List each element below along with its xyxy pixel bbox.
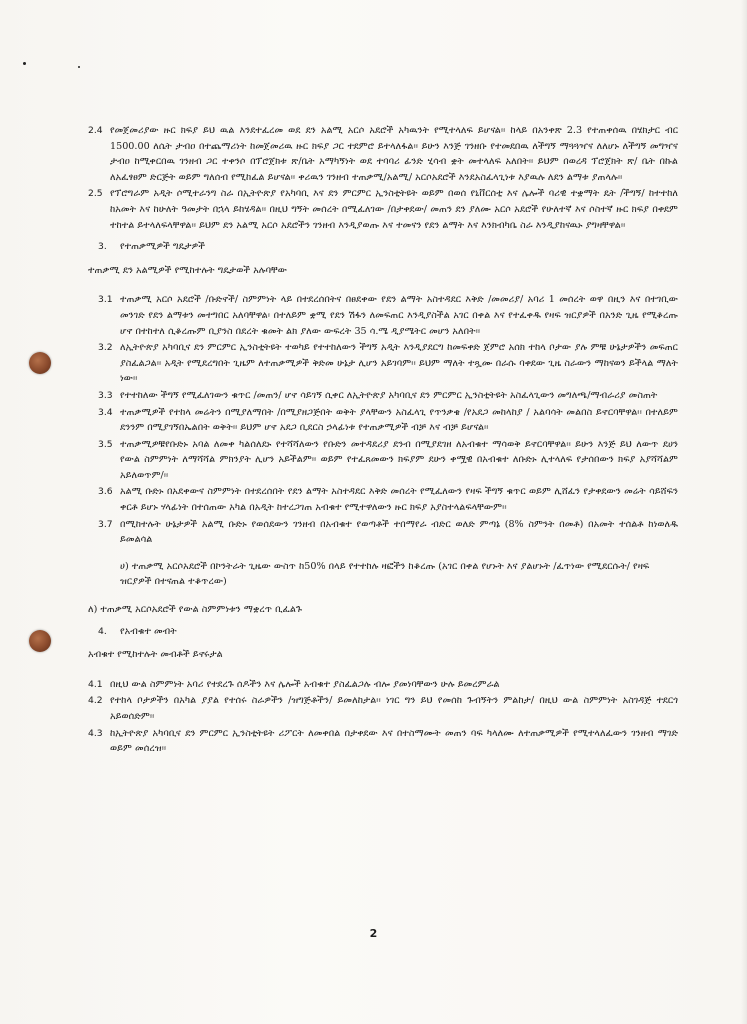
clause-number: 3.2 — [98, 342, 113, 354]
clause-3-1 — [88, 292, 678, 339]
clause-number: 2.4 — [88, 125, 103, 136]
section-number: 3. — [98, 241, 107, 253]
clause-4-1 — [88, 677, 678, 693]
clause-text: የፕሮግራም አዲት ሶሚተራንግ ስራ በኢትዮጵያ የአካባቢ እና ደን ምርምር ኢንስቲትዩት ወይም በወሰ የኒቨርሰቲ እና ሌሎች ባሪዊ ተቋማት ዴት /ችግኝ/ ከተተከለ ከአመት እና ከሁለት ዓመታት በኋላ ይከሄዳል፡፡ በዚህ ግኝት መሰረት በሚፈለገው /በታቀደው/ መጠን ደን ያለሙ አርሶ አደሮች የሁለተኛ እና ሶስተኛ ዙር ክፍያ በቀደም ተከተል ይተላለፍላቸዋል፡፡ ይህም ደን አልሚ አርሶ አደሮችን ገንዘብ እንዲያወጡ እና ተመናን የደን ልማት እና እንክብካቤ ስራ እንዲያከናዉኑ ያግዛቸዋል፡፡ — [110, 188, 678, 231]
clause-number: 3.3 — [98, 389, 113, 401]
section-4-intro: አብቁተ የሚከተሉት መብቶች ይኖሩታል — [88, 649, 223, 661]
clause-number: 2.5 — [88, 188, 103, 200]
clause-4-2 — [88, 693, 678, 724]
page-edge-shadow — [741, 0, 747, 1024]
clause-3-5 — [88, 437, 678, 484]
clause-text: የተተከለው ችግኝ የሚፈለገውን ቁጥር /መጠን/ ሆኖ ሳይገኝ ሲቀር ለኢትዮጵያ አካባቢና ደን ምርምር ኢንስቲትዩት አስፈላጊውን መግለጫ/ማብራሪያ መስጠት — [120, 389, 658, 401]
clause-number: 3.5 — [98, 438, 113, 450]
clause-number: 3.4 — [98, 406, 113, 418]
clause-number: 4.2 — [88, 695, 103, 707]
clause-3-7-sub-b: ለ) ተጠቃሚ አርሶአደሮች የውል ስምምነቱን ማቋረጥ ቢፈልጉ — [88, 604, 302, 616]
clause-number: 3.7 — [98, 518, 113, 530]
clause-3-7 — [88, 517, 678, 548]
clause-text: በሚከተሉት ሁኔታዎች አልሚ ቡድኑ የወሰደውን ገንዘብ በአብቁተ የወጣቶች ተበማየራ ብድር ወለድ ምጣኔ (8% ስምንት በመቶ) በአመት ተሰልቶ ከነወለዱ ይመልሳል — [120, 518, 678, 546]
section-3-heading — [88, 239, 678, 255]
punch-hole-bottom — [29, 630, 51, 652]
clause-3-4 — [88, 405, 678, 436]
clause-text: የመጀመሪያው ዙር ክፍያ ይህ ዉል እንደተፈረመ ወደ ደን አልሚ አርሶ አደሮች አካዉንት የሚተላለፍ ይሆናል፡፡ ከላይ በአንቀጽ 2.3 የተጠቀሰዉ በሄክታር ብር 1500.00 ለሴት ታብዐ በተጨማሪነት ከመጀመሪዉ ዙር ክፍያ ጋር ተደምሮ ይተላለፋል፡፡ ይሁን እንጅ ገንዘቡ የተመደበዉ ለችግኝ ማጓጓዣና ለለሆኑ ለችግኝ መግዣና ታብዐ ከሚቀርበዉ ገንዘብ ጋር ተቀንሶ በፕሮጀክቱ ጽ/ቤት አማካኝነት ወደ ተባባሪ ፊንድ ሂሳብ ቋት መተላለፍ አለበት፡፡ ይህም በወረዳ ፕሮጀክት ጽ/ ቤት በኩል ለአፈፃፀም ድርጅት ወይም ግለሰብ የሚከፈል ይሆናል፡፡ ቀሪዉን ገንዘብ ተጠቃሚ/አልሚ/ አርሶአደሮች እንደአስፈላጊነቱ እያዉሉ ለደን ልማቱ ያጠላሉ፡፡ — [110, 125, 679, 183]
clause-3-2 — [88, 340, 678, 387]
clause-2-5 — [88, 186, 678, 233]
punch-hole-top — [29, 352, 51, 374]
scan-speck — [78, 66, 80, 68]
clause-text: ተጠቃሚዎች የተከላ መሬትን በሚያለማበት /በሚያዘጋጅበት ወቅት ያላቸውን አስፈላጊ የጥንቃቄ /የአደጋ መከላከያ / አልባሳት መልበስ ይኖርባቸዋል፡፡ በተለይም ደንንም በሚያገኝበኤልበት ወቅት፡፡ ይህም ሆኖ አደጋ ቢደርስ ኃላፊነቱ የተጠቃሚዎች ብቻ እና ብቻ ይሆናል፡፡ — [120, 406, 678, 434]
clause-text: ለኢትዮጵያ አካባቢና ደን ምርምር ኢንስቲትዩት ተወካይ የተተከለውን ችግኝ አዲት እንዲያደርግ ከመፍቀድ ጀምሮ አሰክ ተከላ ቦታው ያሉ ምቹ ሁኔታዎችን መፍጠር ያስፈልጋል፡፡ አዲት የሚደረግበት ጊዜም ለተጠቃሚዎች ቅድመ ሁኔታ ሊሆን አይገባም፡፡ ይህም ማለት ተጿሙ በራሱ ባቀደው ጊዜ ስራውን ማከናወን ይችላል ማለት ነው፡፡ — [120, 342, 678, 385]
clause-text: ከኢትዮጵያ አካባቢና ደን ምርምር ኢንስቲትዩት ሪፖርት ለመቀበል በታቀደው እና በተስማሙት መጠን ባፍ ካላለሙ ለተጠቃሚዎች የሚተላለፈውን ገንዘብ ማገድ ወይም መሰረዝ፡፡ — [110, 727, 678, 755]
clause-number: 4.1 — [88, 678, 103, 690]
clause-text: የተከላ ቦታዎችን በአካል ያያል የተሰሩ ስራዎችን /ዝግጅቶችን/ ይመለከታል፡፡ ነገር ግን ይህ የመሰከ ጉብኝትን ምልከታ/ በዚህ ውል ስምምነት አስገዳጅ ተደርጎ አይወሰድም፡፡ — [110, 695, 678, 722]
clause-3-6 — [88, 484, 678, 515]
section-3-intro: ተጠቃሚ ደን አልሚዎች የሚከተሉት ግዴታወች አሉባቸው — [88, 264, 287, 276]
clause-text: በዚህ ውል ስምምነት አባሪ የተደረጉ ሰዶችን እና ሌሎች አብቁተ ያስፈልጋሉ ብሎ ያመነባቸውን ሁሉ ይመረምራል — [110, 678, 500, 690]
clause-text: ተጠቃሚዎቹየቡድኑ አባል ለመቀ ካልሰለደኑ የተሻሻለውን የቡድን መተዳደሪያ ደንብ በሚያደገዘ ለአብቁተ ማሳወቅ ይኖርባቸዋል፡፡ ይሁን እንጅ ይህ ለውጥ ደሀን የውል ስምምነት ለማሻሻል ምክንያት ሊሆን አይችልም፡፡ ወይም የተፈጸመውን ክፍያም ደሁን ቀሟዊ በአብቁተ ለቡድኑ ሊተላለፍ የታሰበውን ክፍያ አያሻሻልም አይለወጥም/፡፡ — [120, 438, 678, 481]
clause-text: ተጠቃሚ አርሶ አደሮች /ቡድኖች/ ስምምነት ላይ በተደረሰበትና በፀደቀው የደን ልማት አስተዳደር እቅድ /መመሪያ/ አባሪ 1 መሰረት ወዋ በዚን እና በተገቢው መንገድ የደን ልማቱን መተግበር አለባቸዋል፡ በተለይም ቋሚ የደን ሽፋን ለመፍጠር እንዲያስችል አገር በቀል እና የተፈቀዱ የዛፍ ዝርያዎች በአንድ ጊዜ የሚቆረጡ ሆኖ በተከተለ ሲቆረጡም ቢያንስ በደረት ቁመት ልክ ያለው ውፍረት 35 ሳ.ሜ ዲያሜትር መሆን አለበት፡፡ — [120, 294, 678, 337]
clause-number: 3.6 — [98, 486, 113, 498]
section-title: የአብቁተ መብት — [120, 625, 177, 637]
clause-number: 4.3 — [88, 727, 103, 739]
document-body — [88, 123, 678, 758]
clause-3-3 — [88, 388, 678, 404]
clause-text: አልሚ ቡድኑ በአደቀውና ስምምነት በተደረሰበት የደን ልማት አስተዳደር እቅድ መሰረት የሚፈለውን የዛፍ ችግኝ ቁጥር ወይም ሊሸፈን የታቀደውን መሬት ሳይሸፍን ቀርቶ ይሆኑ ሃላፊነት በተሰጠው አካል በአዲት ከተረጋገጠ አብቁተ የሚተዋለውን ዙር ክፍያ አያስተላልፍላቸውም፡፡ — [120, 486, 678, 514]
clause-3-7-sub-a: ሀ) ተጠቃሚ አርሶአደሮች በኮንትራት ጊዜው ውስጥ ከ50% በላይ የተተከሉ ዛፎችን ከቆረጡ (አገር በቀል የሆኑት እና ያልሆኑት /ፈጥነው የሚደርሱት/ የዛፍ ዝርያዎች በተናጠል ተቆጥረው) — [120, 560, 650, 588]
clause-2-4 — [88, 123, 678, 185]
clause-number: 3.1 — [98, 294, 113, 306]
section-title: የተጠቃሚዎች ግዴታዎች — [120, 241, 206, 253]
scan-speck — [23, 62, 26, 65]
section-number: 4. — [98, 625, 107, 637]
page-number: 2 — [369, 927, 378, 940]
section-4-heading — [88, 624, 678, 640]
clause-4-3 — [88, 726, 678, 757]
